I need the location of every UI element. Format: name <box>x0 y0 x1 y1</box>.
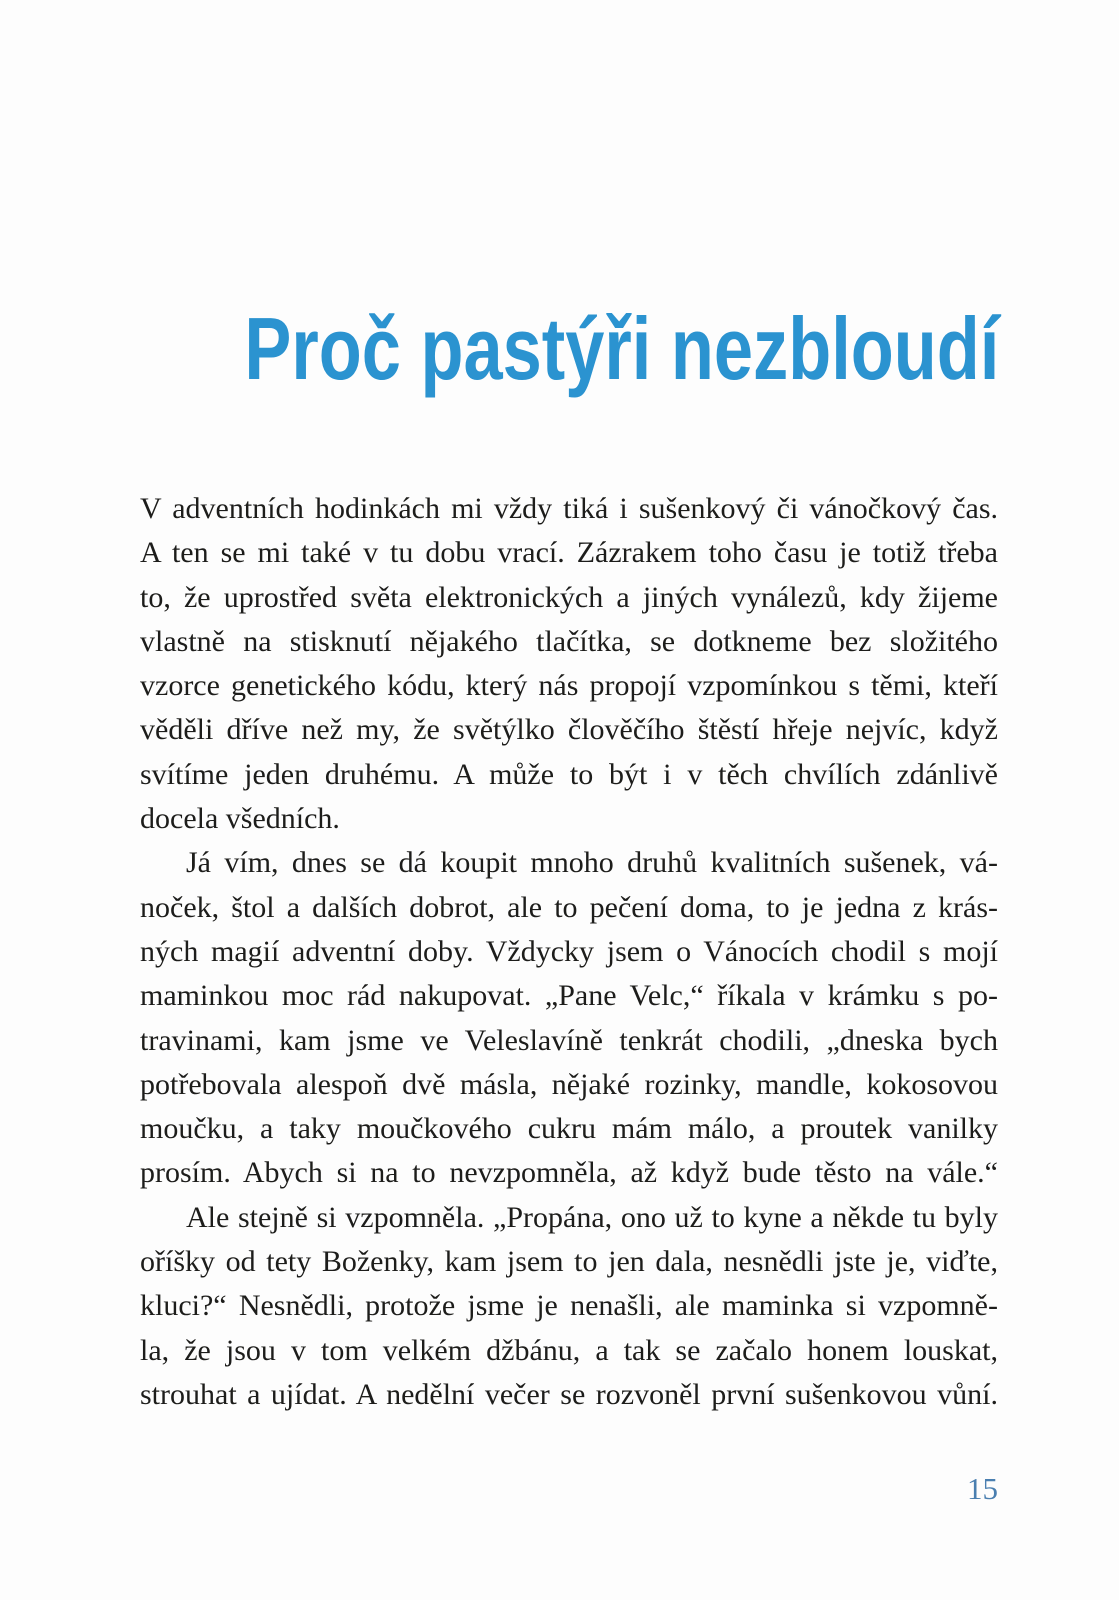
body-line: A ten se mi také v tu dobu vrací. Zázrakem toho času je totiž třeba <box>140 536 998 570</box>
body-line: la, že jsou v tom velkém džbánu, a tak se začalo honem louskat, <box>140 1333 998 1367</box>
chapter-title-text: Proč pastýři nezbloudí <box>243 299 999 398</box>
body-line: maminkou moc rád nakupovat. „Pane Velc,“ říkala v krámku s po- <box>140 979 998 1013</box>
body-line: to, že uprostřed světa elektronických a jiných vynálezů, kdy žijeme <box>140 580 998 614</box>
chapter-title <box>0 299 1119 398</box>
body-line: prosím. Abych si na to nevzpomněla, až když bude těsto na vále.“ <box>140 1156 998 1190</box>
body-line: kluci?“ Nesnědli, protože jsme je nenašli, ale maminka si vzpomně- <box>140 1289 998 1323</box>
body-line: věděli dříve než my, že světýlko člověčího štěstí hřeje nejvíc, když <box>140 713 998 747</box>
body-line: noček, štol a dalších dobrot, ale to pečení doma, to je jedna z krás- <box>140 890 998 924</box>
body-line: moučku, a taky moučkového cukru mám málo, a proutek vanilky <box>140 1112 998 1146</box>
body-line: svítíme jeden druhému. A může to být i v těch chvílích zdánlivě <box>140 757 998 791</box>
body-line: strouhat a ujídat. A nedělní večer se rozvoněl první sušenkovou vůní. <box>140 1377 998 1411</box>
body-line: Ale stejně si vzpomněla. „Propána, ono už to kyne a někde tu byly <box>186 1200 998 1234</box>
body-line: travinami, kam jsme ve Veleslavíně tenkrát chodili, „dneska bych <box>140 1023 998 1057</box>
body-line: vlastně na stisknutí nějakého tlačítka, se dotkneme bez složitého <box>140 624 998 658</box>
body-line: ných magií adventní doby. Vždycky jsem o Vánocích chodil s mojí <box>140 934 998 968</box>
body-line: vzorce genetického kódu, který nás propojí vzpomínkou s těmi, kteří <box>140 669 998 703</box>
body-line: V adventních hodinkách mi vždy tiká i sušenkový či vánočkový čas. <box>140 492 998 525</box>
body-text <box>140 487 998 1417</box>
body-line: potřebovala alespoň dvě másla, nějaké rozinky, mandle, kokosovou <box>140 1067 998 1101</box>
body-line: oříšky od tety Boženky, kam jsem to jen dala, nesnědli jste je, viďte, <box>140 1245 998 1279</box>
body-line: Já vím, dnes se dá koupit mnoho druhů kvalitních sušenek, vá- <box>186 846 998 880</box>
page-number: 15 <box>967 1471 998 1506</box>
body-line: docela všedních. <box>140 802 340 836</box>
